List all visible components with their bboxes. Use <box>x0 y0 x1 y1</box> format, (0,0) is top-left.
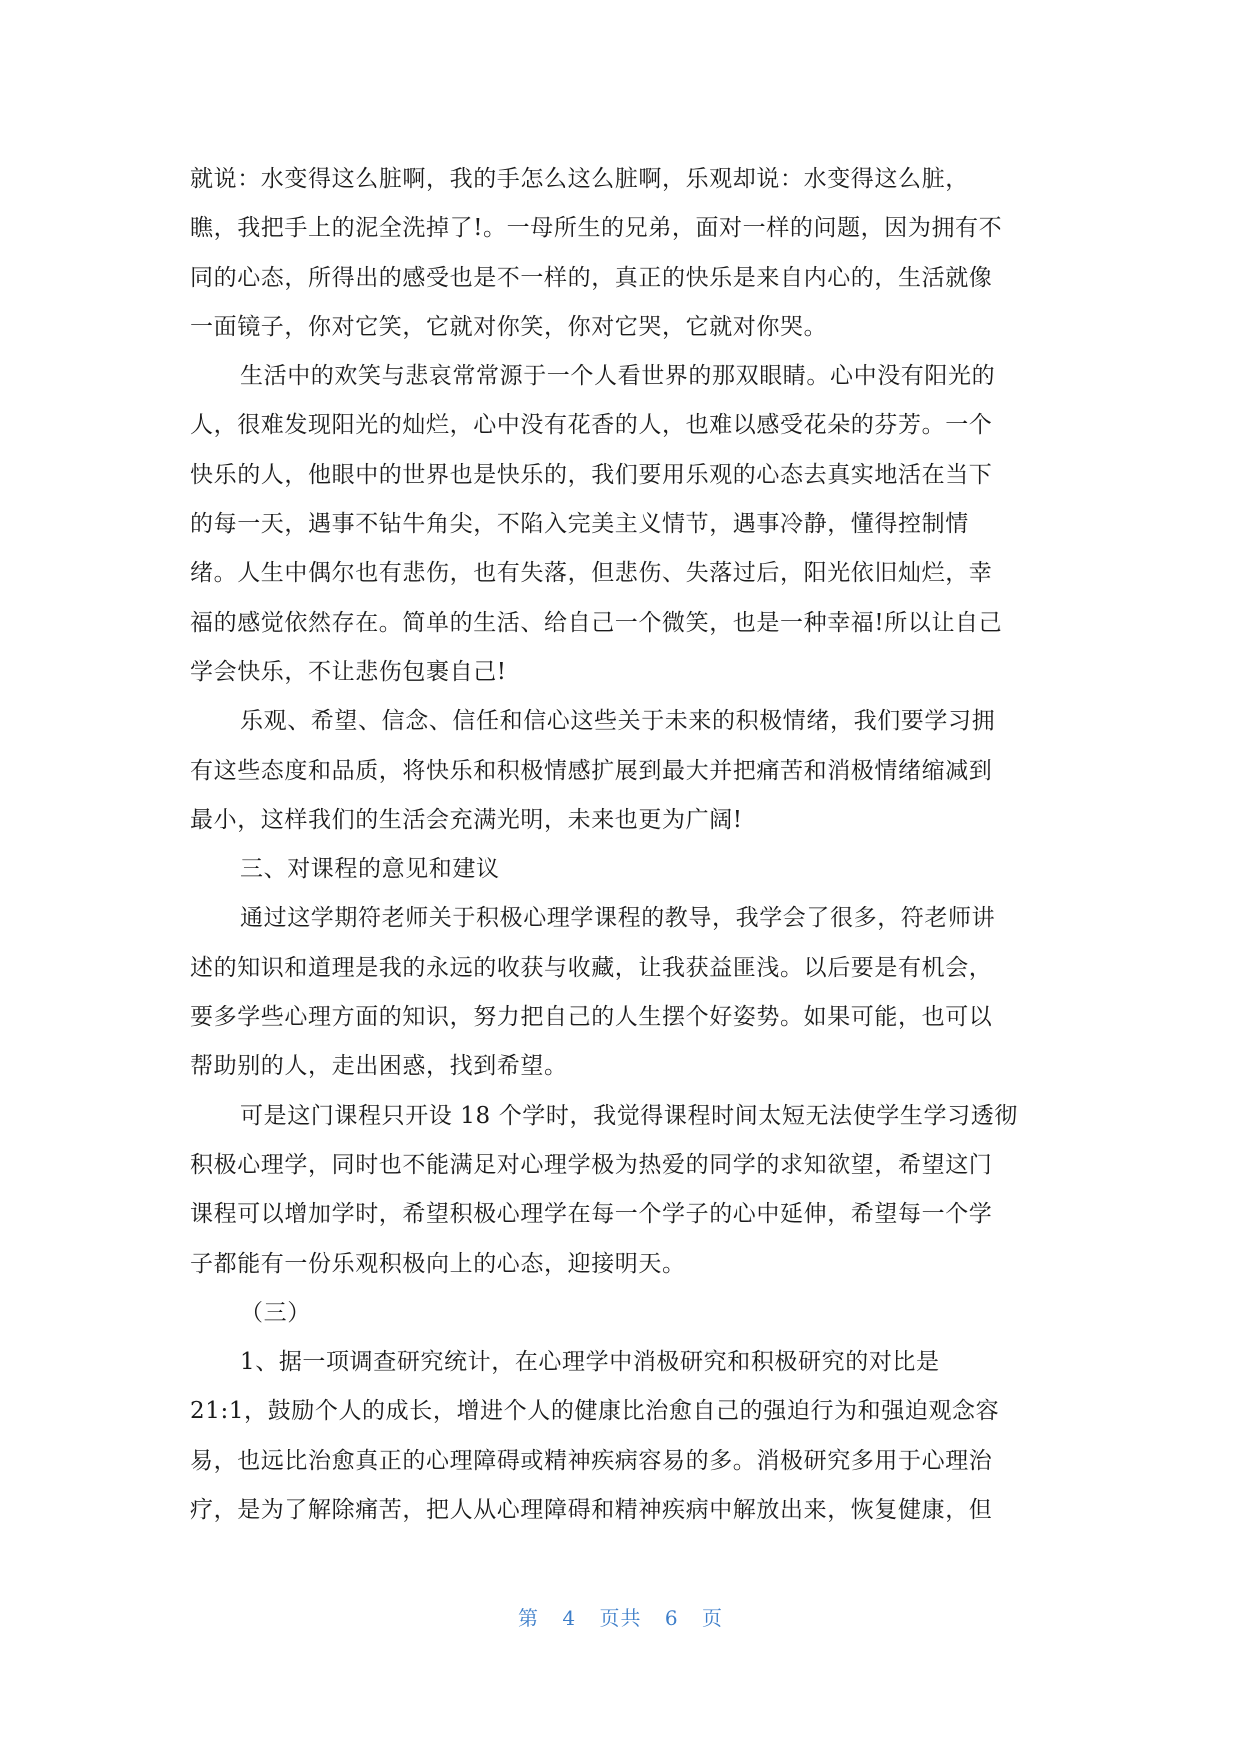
text-line: 就说：水变得这么脏啊，我的手怎么这么脏啊，乐观却说：水变得这么脏， <box>190 166 969 192</box>
footer-current-page: 4 <box>562 1606 577 1630</box>
text-line: 可是这门课程只开设 18 个学时，我觉得课程时间太短无法使学生学习透彻 <box>240 1102 1018 1129</box>
text-line: 三、对课程的意见和建议 <box>240 856 500 883</box>
footer-prefix: 第 <box>518 1606 540 1630</box>
text-line: 1、据一项调查研究统计，在心理学中消极研究和积极研究的对比是 <box>240 1349 940 1376</box>
text-line: 易，也远比治愈真正的心理障碍或精神疾病容易的多。消极研究多用于心理治 <box>190 1447 993 1474</box>
text-line: 课程可以增加学时，希望积极心理学在每一个学子的心中延伸，希望每一个学 <box>190 1201 993 1228</box>
text-line: 一面镜子，你对它笑，它就对你笑，你对它哭，它就对你哭。 <box>190 313 828 340</box>
text-line: 瞧，我把手上的泥全洗掉了!。一母所生的兄弟，面对一样的问题，因为拥有不 <box>190 215 1003 242</box>
page-footer <box>0 1602 1241 1631</box>
text-line: 学会快乐，不让悲伤包裹自己! <box>190 658 507 685</box>
text-line: 21:1，鼓励个人的成长，增进个人的健康比治愈自己的强迫行为和强迫观念容 <box>190 1398 1000 1425</box>
text-line: 最小，这样我们的生活会充满光明，未来也更为广阔! <box>190 806 743 833</box>
text-line: 述的知识和道理是我的永远的收获与收藏，让我获益匪浅。以后要是有机会， <box>190 954 993 981</box>
footer-total-pages: 6 <box>664 1606 679 1630</box>
text-line: 子都能有一份乐观积极向上的心态，迎接明天。 <box>190 1250 686 1277</box>
text-line: 同的心态，所得出的感受也是不一样的，真正的快乐是来自内心的，生活就像 <box>190 264 993 291</box>
text-line: 要多学些心理方面的知识，努力把自己的人生摆个好姿势。如果可能，也可以 <box>190 1004 993 1031</box>
text-line: 乐观、希望、信念、信任和信心这些关于未来的积极情绪，我们要学习拥 <box>240 708 996 735</box>
text-line: 生活中的欢笑与悲哀常常源于一个人看世界的那双眼睛。心中没有阳光的 <box>240 363 996 390</box>
text-line: 绪。人生中偶尔也有悲伤，也有失落，但悲伤、失落过后，阳光依旧灿烂，幸 <box>190 560 993 587</box>
text-line: 积极心理学，同时也不能满足对心理学极为热爱的同学的求知欲望，希望这门 <box>190 1151 993 1178</box>
text-line: 快乐的人，他眼中的世界也是快乐的，我们要用乐观的心态去真实地活在当下 <box>190 461 993 488</box>
text-line: 福的感觉依然存在。简单的生活、给自己一个微笑，也是一种幸福!所以让自己 <box>190 609 1003 636</box>
text-line: 人，很难发现阳光的灿烂，心中没有花香的人，也难以感受花朵的芬芳。一个 <box>190 412 993 439</box>
text-line: 帮助别的人，走出困惑，找到希望。 <box>190 1053 568 1080</box>
text-line: （三） <box>240 1299 311 1326</box>
text-line: 疗，是为了解除痛苦，把人从心理障碍和精神疾病中解放出来，恢复健康，但 <box>190 1497 993 1524</box>
text-line: 的每一天，遇事不钻牛角尖，不陷入完美主义情节，遇事冷静，懂得控制情 <box>190 511 969 538</box>
footer-suffix: 页 <box>701 1606 723 1630</box>
document-body <box>190 155 1050 1535</box>
text-line: 通过这学期符老师关于积极心理学课程的教导，我学会了很多，符老师讲 <box>240 905 996 932</box>
footer-middle: 页共 <box>599 1606 642 1630</box>
text-line: 有这些态度和品质，将快乐和积极情感扩展到最大并把痛苦和消极情绪缩减到 <box>190 757 993 784</box>
